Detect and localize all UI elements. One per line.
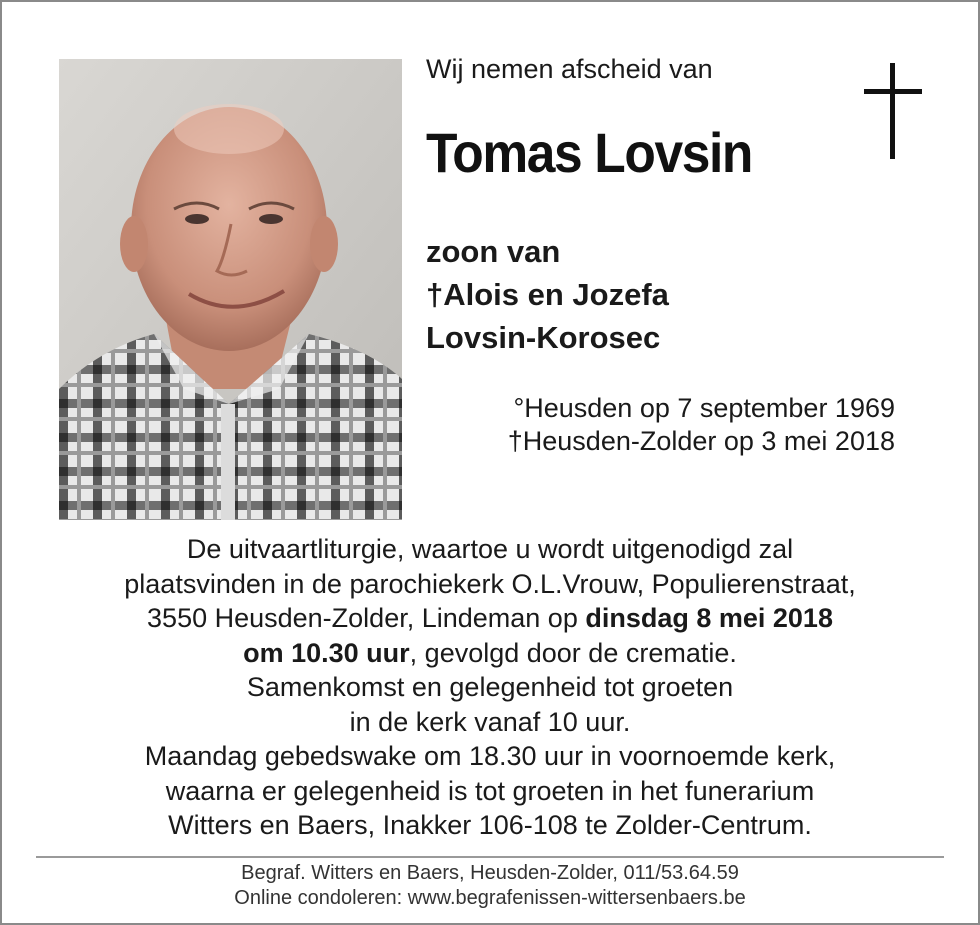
parents-line-1: zoon van <box>426 234 561 269</box>
parents-block <box>426 230 669 359</box>
ceremony-date: dinsdag 8 mei 2018 <box>585 603 833 633</box>
parents-line-2: †Alois en Jozefa <box>426 277 669 312</box>
ceremony-location: 3550 Heusden-Zolder, Lindeman op <box>147 603 586 633</box>
dates-block <box>508 392 895 458</box>
ceremony-line: Maandag gebedswake om 18.30 uur in voornoemde kerk, <box>144 741 836 771</box>
ceremony-cremation: , gevolgd door de crematie. <box>409 637 737 668</box>
ceremony-line: plaatsvinden in de parochiekerk O.L.Vrouw, Populierenstraat, <box>124 568 856 599</box>
ceremony-line: waarna er gelegenheid is tot groeten in het funerarium <box>165 775 815 806</box>
footer <box>0 861 980 911</box>
death-date: †Heusden-Zolder op 3 mei 2018 <box>507 426 895 456</box>
ceremony-line: Witters en Baers, Inakker 106-108 te Zolder-Centrum. <box>168 810 812 840</box>
ceremony-time: om 10.30 uur <box>243 637 410 668</box>
ceremony-details <box>20 532 960 843</box>
ceremony-line: in de kerk vanaf 10 uur. <box>349 706 631 737</box>
online-condolence-link[interactable]: Online condoleren: www.begrafenissen-wittersenbaers.be <box>234 887 746 909</box>
ceremony-line <box>20 601 960 636</box>
deceased-name: Tomas Lovsin <box>426 121 753 184</box>
birth-date: °Heusden op 7 september 1969 <box>513 393 895 423</box>
latin-cross-icon <box>864 63 922 159</box>
parents-line-3: Lovsin-Korosec <box>426 320 661 355</box>
ceremony-line: De uitvaartliturgie, waartoe u wordt uitgenodigd zal <box>186 534 794 564</box>
footer-divider <box>36 856 944 858</box>
intro-text: Wij nemen afscheid van <box>426 54 713 84</box>
portrait-photo <box>59 59 402 520</box>
funeral-home-contact: Begraf. Witters en Baers, Heusden-Zolder, 011/53.64.59 <box>241 862 739 884</box>
ceremony-line <box>20 636 960 671</box>
ceremony-line: Samenkomst en gelegenheid tot groeten <box>246 672 734 702</box>
